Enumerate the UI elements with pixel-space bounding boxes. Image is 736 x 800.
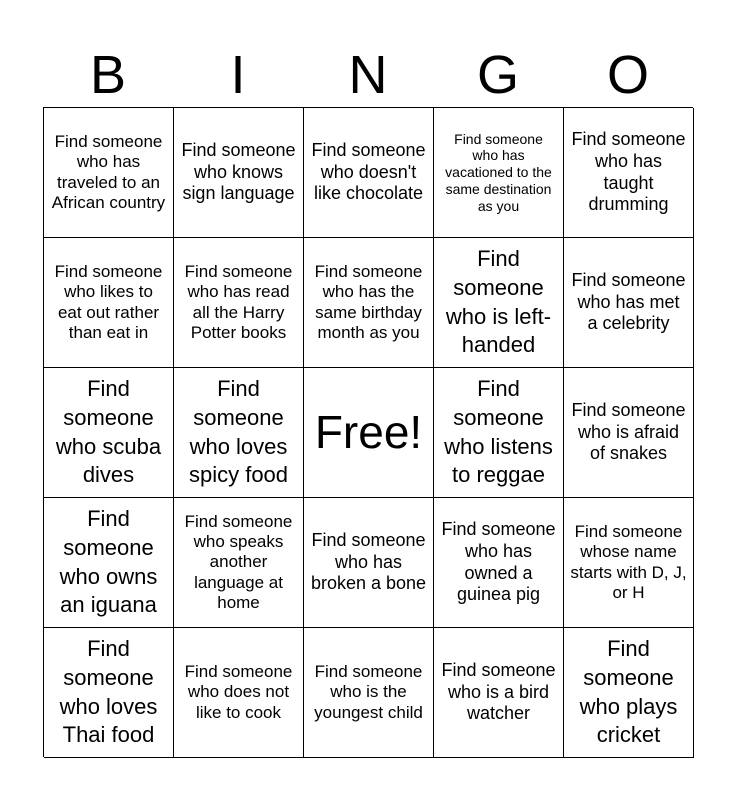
bingo-grid: [43, 107, 693, 757]
header-letter-b: B: [89, 45, 127, 105]
header-letter-n: N: [348, 45, 388, 105]
bingo-cell: Find someone who is the youngest child: [304, 628, 434, 758]
bingo-cell: Find someone who is left-handed: [434, 238, 564, 368]
header-letter-i: I: [230, 45, 246, 105]
bingo-cell: Find someone who has met a celebrity: [564, 238, 694, 368]
bingo-cell: Find someone who is a bird watcher: [434, 628, 564, 758]
bingo-cell: Find someone who likes to eat out rather than eat in: [44, 238, 174, 368]
bingo-cell: Find someone who has the same birthday month as you: [304, 238, 434, 368]
bingo-cell: Find someone who knows sign language: [174, 108, 304, 238]
bingo-cell: Find someone who has vacationed to the same destination as you: [434, 108, 564, 238]
bingo-cell: Find someone who loves Thai food: [44, 628, 174, 758]
bingo-cell: Find someone who speaks another language at home: [174, 498, 304, 628]
bingo-cell: Find someone who owns an iguana: [44, 498, 174, 628]
bingo-header: [43, 44, 693, 106]
bingo-cell: Find someone who plays cricket: [564, 628, 694, 758]
bingo-cell: Find someone who loves spicy food: [174, 368, 304, 498]
bingo-cell: Find someone who scuba dives: [44, 368, 174, 498]
bingo-cell: Find someone who has broken a bone: [304, 498, 434, 628]
bingo-cell: Find someone who has traveled to an African country: [44, 108, 174, 238]
bingo-cell: Find someone who has owned a guinea pig: [434, 498, 564, 628]
bingo-cell: Find someone who has read all the Harry Potter books: [174, 238, 304, 368]
bingo-cell: Find someone who is afraid of snakes: [564, 368, 694, 498]
bingo-cell: Find someone who listens to reggae: [434, 368, 564, 498]
free-space: Free!: [304, 368, 434, 498]
header-letter-g: G: [476, 45, 519, 105]
bingo-cell: Find someone whose name starts with D, J, or H: [564, 498, 694, 628]
header-letter-o: O: [606, 45, 649, 105]
bingo-cell: Find someone who has taught drumming: [564, 108, 694, 238]
bingo-cell: Find someone who does not like to cook: [174, 628, 304, 758]
bingo-cell: Find someone who doesn't like chocolate: [304, 108, 434, 238]
